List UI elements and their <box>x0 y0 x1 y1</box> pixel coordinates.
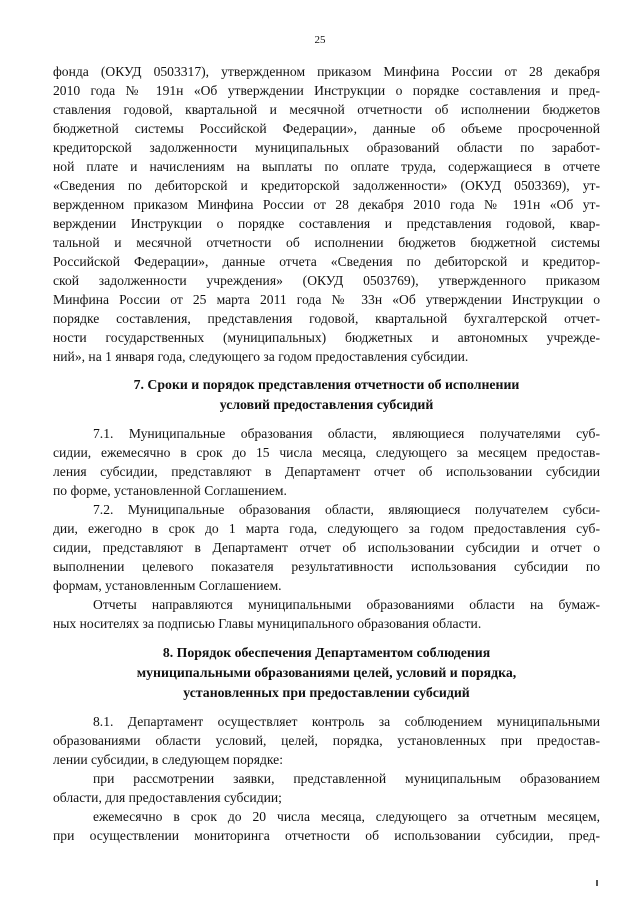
text-line: сидии, ежемесячно в срок до 15 числа месяца, следующего за месяцем предостав- <box>53 445 600 460</box>
heading-line: муниципальными образованиями целей, условий и порядка, <box>136 665 517 680</box>
text-line: «Сведения по дебиторской и кредиторской задолженности» (ОКУД 0503369), ут- <box>53 178 600 193</box>
text-line: Российской Федерации», данные отчета «Сведения по дебиторской и кредитор- <box>53 254 600 269</box>
text-line: 8.1. Департамент осуществляет контроль за соблюдением муниципальными <box>93 714 600 729</box>
heading-line: 8. Порядок обеспечения Департаментом соблюдения <box>162 645 491 660</box>
text-line: лении субсидии, в следующем порядке: <box>53 752 283 767</box>
text-line: дии, ежегодно в срок до 1 марта года, следующего за годом предоставления суб- <box>53 521 600 536</box>
text-line: области, для предоставления субсидии; <box>53 790 282 805</box>
text-line: ности государственных (муниципальных) бюджетных и автономных учрежде- <box>53 330 600 345</box>
heading-line: установленных при предоставлении субсидий <box>183 685 470 700</box>
text-line: кредиторской задолженности муниципальных образований области по заработ- <box>53 140 600 155</box>
text-line: ления субсидии, представляют в Департамент отчет об использовании субсидии <box>53 464 600 479</box>
text-line: формам, установленным Соглашением. <box>53 578 282 593</box>
page-number: 25 <box>314 34 326 46</box>
text-line: 7.1. Муниципальные образования области, являющиеся получателями суб- <box>93 426 600 441</box>
text-line: образованиями области условий, целей, порядка, установленных при предостав- <box>53 733 600 748</box>
text-line: выполнении целевого показателя результативности использования субсидии по <box>53 559 600 574</box>
text-line: ской задолженности учреждения» (ОКУД 0503769), утвержденного приказом <box>53 273 600 288</box>
text-line: ставления годовой, квартальной и месячной отчетности об исполнении бюджетов <box>53 102 600 117</box>
text-line: Отчеты направляются муниципальными образованиями области на бумаж- <box>93 597 600 612</box>
heading-line: условий предоставления субсидий <box>219 397 434 412</box>
text-line: при осуществлении мониторинга отчетности об использовании субсидии, пред- <box>53 828 600 843</box>
text-line: 7.2. Муниципальные образования области, являющиеся получателем субси- <box>93 502 600 517</box>
text-line: ных носителях за подписью Главы муниципального образования области. <box>53 616 482 631</box>
text-line: вержденном приказом Минфина России от 28 декабря 2010 года № 191н «Об ут- <box>53 197 600 212</box>
text-line: порядке составления, представления годовой, квартальной бухгалтерской отчет- <box>53 311 600 326</box>
text-line: по форме, установленной Соглашением. <box>53 483 287 498</box>
text-line: фонда (ОКУД 0503317), утвержденном приказом Минфина России от 28 декабря <box>53 64 600 79</box>
scan-mark <box>596 880 598 886</box>
text-line: сидии, представляют в Департамент отчет об использовании субсидии и отчет о <box>53 540 600 555</box>
text-line: бюджетной системы Российской Федерации», данные об объеме просроченной <box>53 121 600 136</box>
text-line: при рассмотрении заявки, представленной муниципальным образованием <box>93 771 600 786</box>
text-line: ежемесячно в срок до 20 числа месяца, следующего за отчетным месяцем, <box>93 809 600 824</box>
text-line: тальной и месячной отчетности об исполнении бюджетов бюджетной системы <box>53 235 600 250</box>
text-line: верждении Инструкции о порядке составления и представления годовой, квар- <box>53 216 600 231</box>
heading-line: 7. Сроки и порядок представления отчетности об исполнении <box>133 377 520 392</box>
text-line: 2010 года № 191н «Об утверждении Инструкции о порядке составления и пред- <box>53 83 600 98</box>
text-line: ний», на 1 января года, следующего за годом предоставления субсидии. <box>53 349 469 364</box>
text-line: Минфина России от 25 марта 2011 года № 33н «Об утверждении Инструкции о <box>53 292 600 307</box>
text-line: ной плате и начислениям на выплаты по оплате труда, содержащиеся в отчете <box>53 159 600 174</box>
